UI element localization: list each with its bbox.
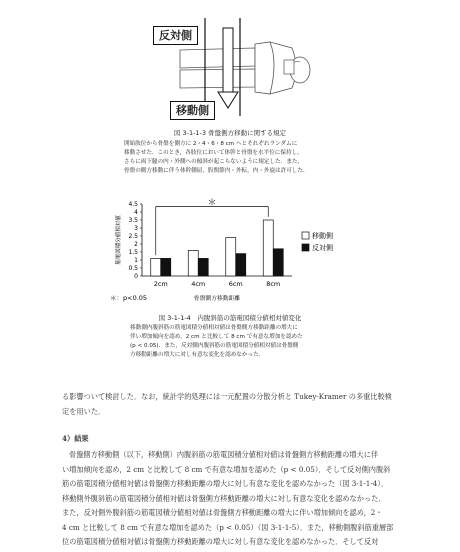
figure2-description: [130, 324, 360, 360]
significance-mark: ＊: [207, 198, 217, 209]
body-paragraph-2: [62, 448, 452, 550]
bar-opposite: [161, 258, 171, 276]
bar-moving: [263, 220, 273, 276]
legend-label: 反対側: [312, 244, 333, 252]
body-line: 筋の筋電図積分値相対値は骨盤側方移動距離の増大に対し有意な変化を認めなかった（図 3-1-1-4）．: [62, 479, 389, 488]
figure1-desc-line: 開始肢位から骨盤を側方に 2・4・6・8 cm へとそれぞれランダムに: [124, 141, 298, 147]
figure1-description: [124, 140, 354, 176]
figure1-caption: 図 3-1-1-3 骨盤側方移動に関する規定: [173, 129, 287, 137]
body-line: 位の筋電図積分値相対値は骨盤側方移動距離の増大に対し有意な変化を認めなかった．そして反対: [62, 537, 379, 546]
bar-opposite: [236, 254, 246, 276]
body-line: 移動側外腹斜筋の筋電図積分値相対値は骨盤側方移動距離の増大に対し有意な変化を認めなかった．: [62, 493, 386, 503]
figure1-desc-line: 移動させた．このとき，各肢位において体幹と骨盤を水平位に保持し，: [124, 150, 303, 156]
body-line: 定を用いた．: [62, 406, 106, 416]
y-tick-label: 3: [134, 225, 138, 232]
bar-moving: [188, 250, 198, 276]
section-heading: 4）結果: [62, 434, 89, 443]
y-tick-label: 3.5: [128, 217, 138, 224]
label-moving-side: 移動側: [170, 101, 215, 120]
figure2-desc-line: 伴い増加傾向を認め，2 cm と比較して 8 cm で有意な増加を認めた: [130, 334, 303, 340]
body-line: 骨盤側方移動側（以下，移動側）内腹斜筋の筋電図積分値相対値は骨盤側方移動距離の増大に伴: [69, 450, 379, 459]
figure2-desc-line: 方移動距離の増大に対し有意な変化を認めなかった．: [130, 352, 265, 358]
bar-moving: [151, 258, 161, 276]
legend-swatch: [302, 244, 309, 251]
body-line: 4 cm と比較して 8 cm で有意な増加を認めた（p < 0.05）（図 3-1-1-5）．また，移動側腹斜筋重層部: [62, 522, 394, 532]
y-tick-label: 4.5: [128, 201, 138, 208]
legend-swatch: [302, 232, 309, 239]
y-tick-label: 1.5: [128, 249, 138, 256]
y-tick-label: 2.5: [128, 233, 138, 240]
y-tick-label: 0.5: [128, 265, 138, 272]
x-tick-label: 6cm: [228, 280, 243, 288]
x-tick-label: 2cm: [153, 280, 168, 288]
body-paragraph-1: [62, 390, 442, 419]
figure2-caption: 図 3-1-1-4 内腹斜筋の筋電図積分値相対値変化: [158, 314, 302, 322]
figure1-desc-line: さらに両下腿の内・外側への傾斜が起こらないように規定した．また，: [124, 159, 304, 165]
bar-opposite: [198, 258, 208, 276]
bar-opposite: [273, 249, 283, 276]
x-tick-label: 4cm: [191, 280, 206, 288]
y-tick-label: 1: [134, 257, 138, 264]
body-line: また，反対側外腹斜筋の筋電図積分値相対値は骨盤側方移動距離の増大に伴い増加傾向を認め，2・: [62, 508, 383, 517]
x-axis-label: 骨盤側方移動距離: [193, 296, 241, 302]
legend-label: 移動側: [312, 232, 333, 240]
emg-bar-chart: [110, 196, 360, 306]
bar-moving: [226, 238, 236, 276]
figure2-desc-line: 移動側内腹斜筋の筋電図積分値相対値は骨盤側方移動距離の増大に: [130, 325, 298, 331]
x-tick-label: 8cm: [266, 280, 281, 288]
chart-footnote: ＊：p<0.05: [110, 294, 148, 302]
y-tick-label: 0: [134, 273, 138, 280]
figure1-desc-line: 骨盤の側方移動に伴う体幹側屈，股関節内・外転，内・外旋は許可した．: [124, 168, 309, 174]
figure2-desc-line: (p < 0.05)．また，反対側内腹斜筋の筋電図積分値相対値は骨盤側: [130, 343, 299, 349]
y-tick-label: 4: [134, 209, 138, 216]
label-opposite-side: 反対側: [153, 26, 198, 45]
body-line: い増加傾向を認め，2 cm と比較して 8 cm で有意な増加を認めた（p < 0.05）．そして反対側内腹斜: [62, 464, 391, 474]
y-tick-label: 2: [134, 241, 138, 248]
body-line: る影響ついて検討した．なお，統計学的処理には一元配置の分散分析と Tukey-Kramer の多重比較検: [62, 392, 392, 401]
y-axis-label: 筋電図積分値相対値: [116, 215, 122, 265]
